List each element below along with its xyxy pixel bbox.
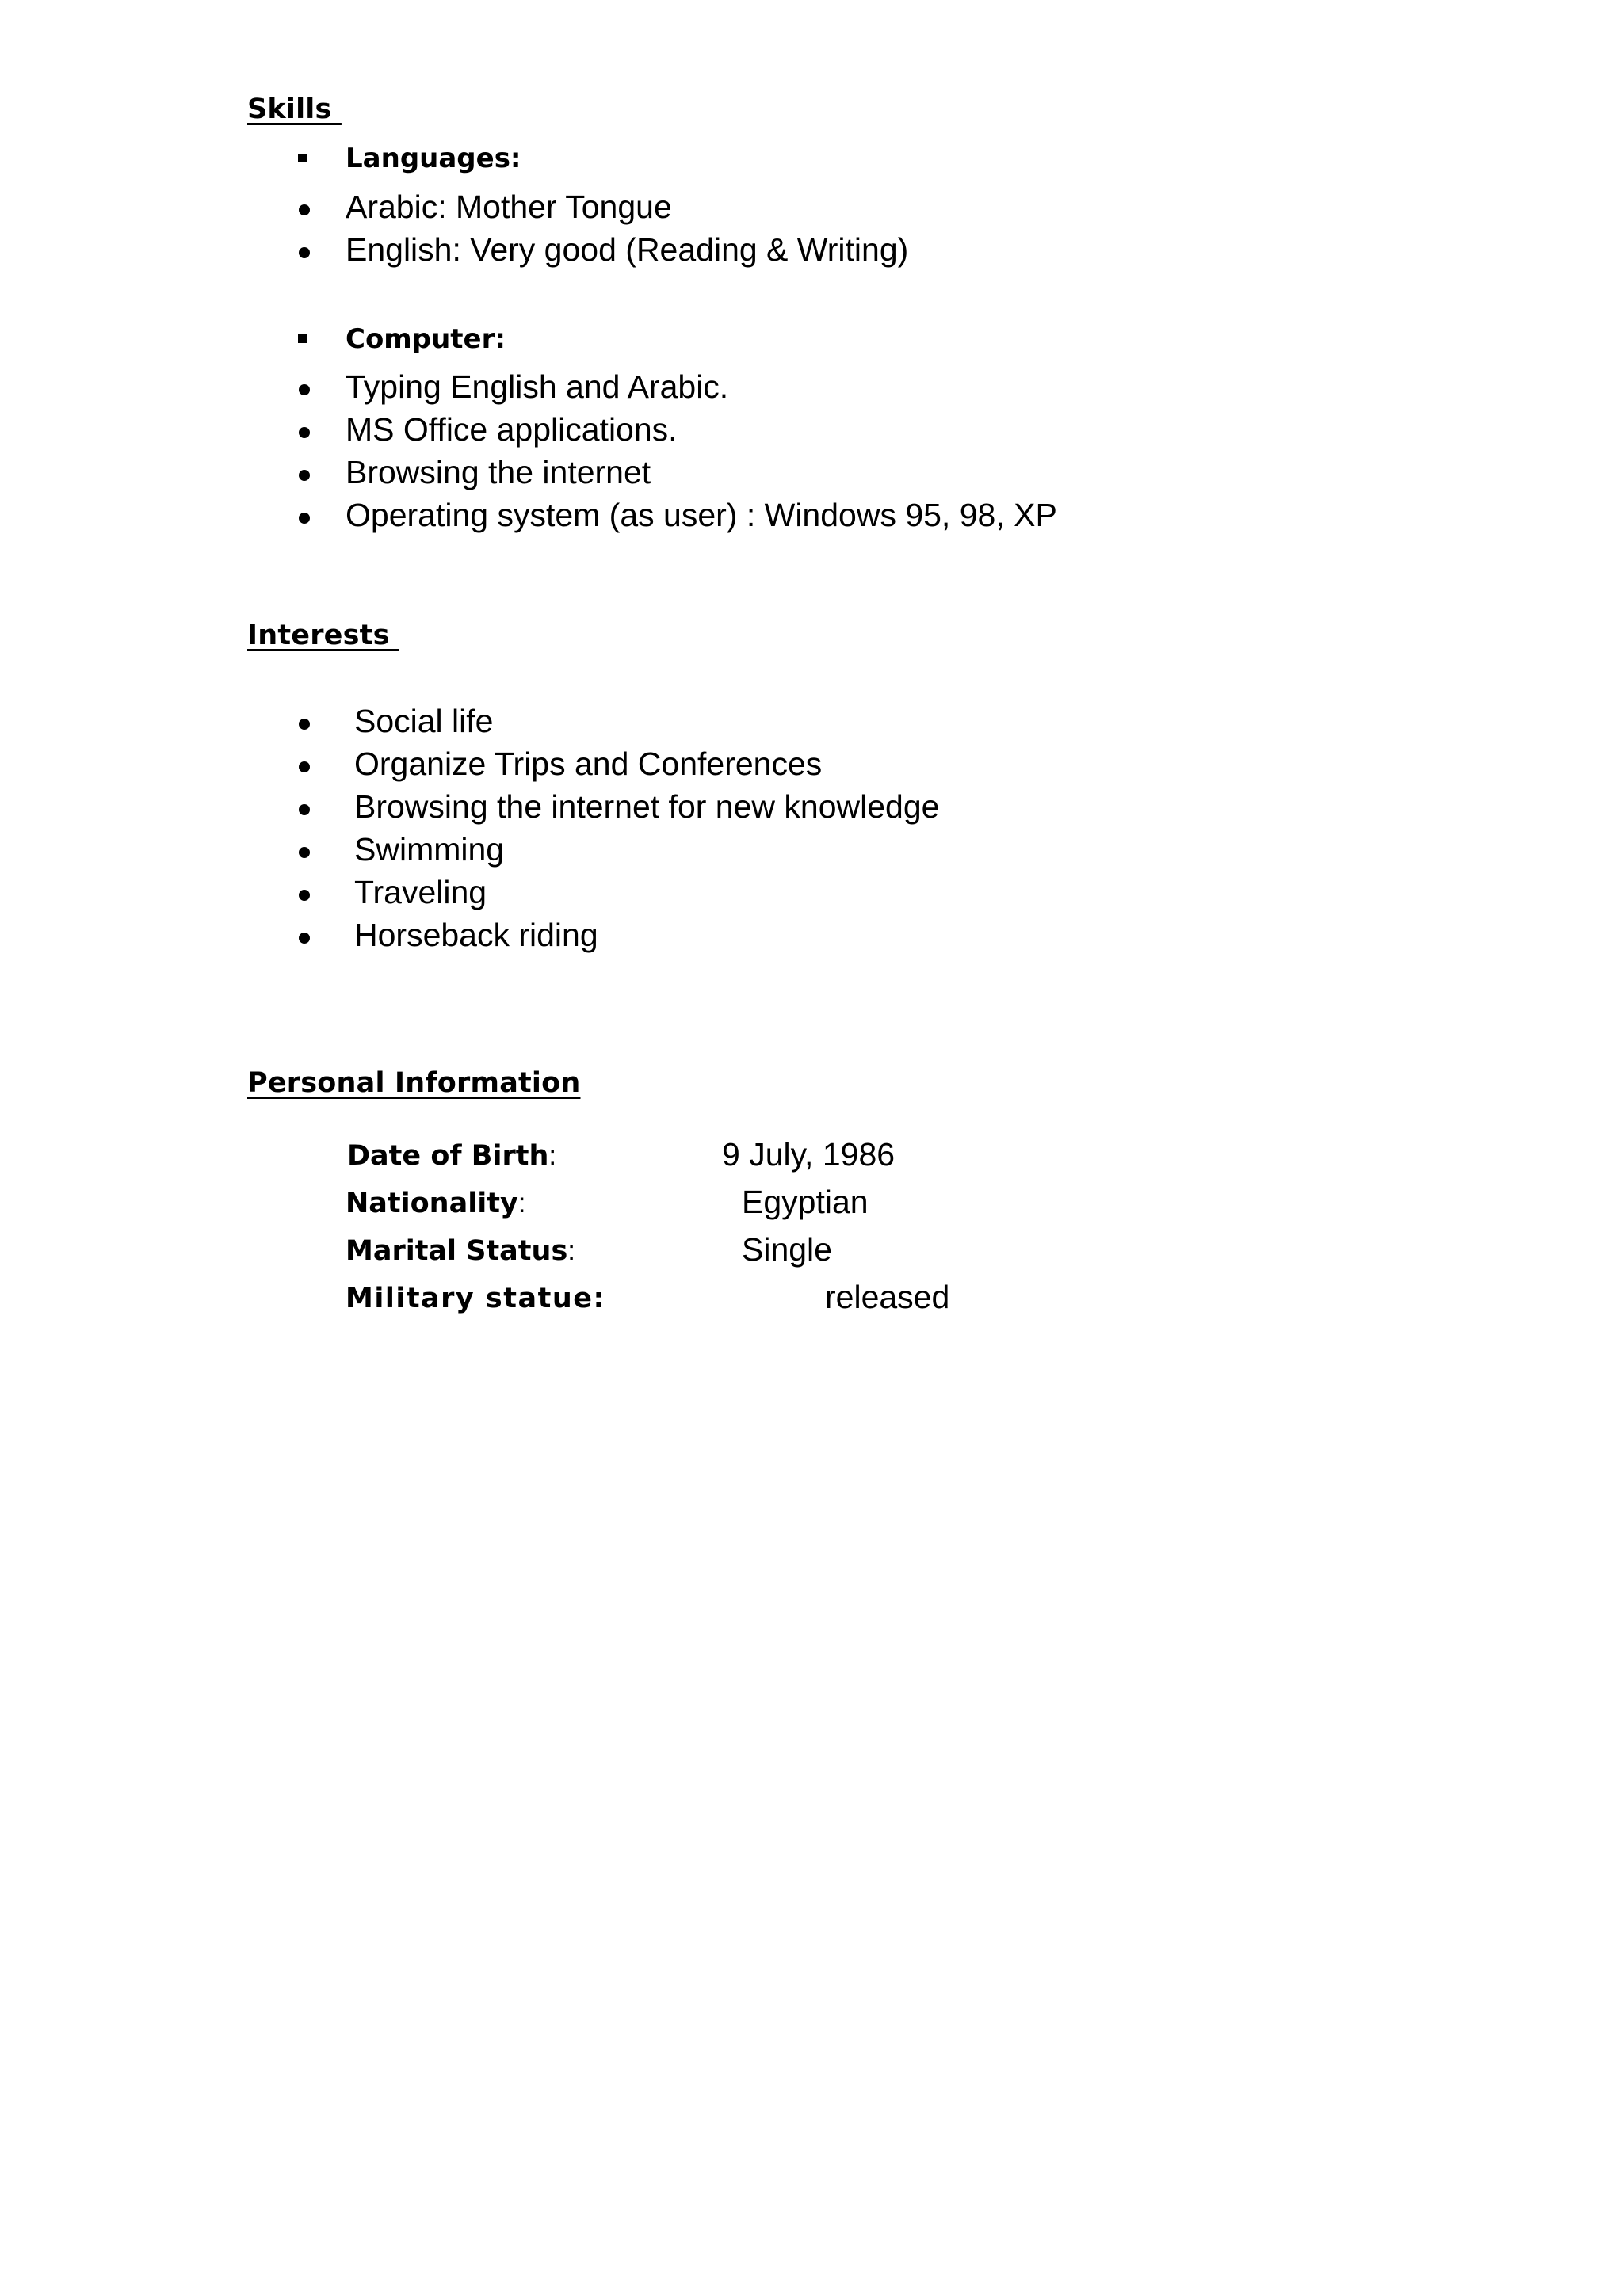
bullet-icon	[299, 890, 310, 901]
languages-label: Languages:	[346, 143, 521, 174]
interests-heading: Interests	[247, 620, 399, 651]
skills-heading: Skills	[247, 93, 342, 125]
interest-item: Organize Trips and Conferences	[354, 746, 823, 782]
military-status-value: released	[825, 1279, 950, 1315]
nationality-label	[346, 1188, 526, 1219]
military-status-label	[346, 1283, 605, 1314]
marital-status-label	[346, 1235, 575, 1267]
date-of-birth-label	[347, 1140, 556, 1172]
marital-status-value: Single	[742, 1231, 832, 1268]
language-item: English: Very good (Reading & Writing)	[346, 231, 909, 268]
interest-item: Browsing the internet for new knowledge	[354, 788, 940, 825]
bullet-icon	[299, 513, 310, 524]
bullet-icon	[299, 847, 310, 858]
bullet-icon	[299, 761, 310, 772]
personal-information-heading: Personal Information	[247, 1067, 581, 1099]
label-colon: :	[567, 1235, 576, 1266]
military-status-label-text: Military statue:	[346, 1283, 605, 1314]
label-colon: :	[548, 1140, 557, 1171]
nationality-value: Egyptian	[742, 1184, 869, 1220]
date-of-birth-label-text: Date of Birth	[347, 1140, 549, 1172]
interest-item: Traveling	[354, 874, 487, 910]
bullet-icon	[299, 204, 310, 215]
square-bullet-icon	[298, 154, 307, 162]
computer-item: MS Office applications.	[346, 411, 678, 448]
interest-item: Social life	[354, 703, 494, 739]
computer-label: Computer:	[346, 323, 506, 355]
bullet-icon	[299, 427, 310, 438]
bullet-icon	[299, 384, 310, 395]
bullet-icon	[299, 804, 310, 815]
bullet-icon	[299, 470, 310, 481]
marital-status-label-text: Marital Status	[346, 1235, 568, 1267]
computer-item: Browsing the internet	[346, 454, 651, 490]
square-bullet-icon	[298, 334, 307, 343]
nationality-label-text: Nationality	[346, 1188, 518, 1219]
bullet-icon	[299, 933, 310, 944]
date-of-birth-value: 9 July, 1986	[722, 1136, 896, 1173]
interest-item: Swimming	[354, 831, 505, 868]
bullet-icon	[299, 247, 310, 258]
computer-item: Operating system (as user) : Windows 95, 98, XP	[346, 497, 1057, 533]
bullet-icon	[299, 719, 310, 730]
computer-item: Typing English and Arabic.	[346, 368, 729, 405]
language-item: Arabic: Mother Tongue	[346, 189, 672, 225]
interest-item: Horseback riding	[354, 917, 598, 953]
label-colon: :	[517, 1188, 526, 1219]
